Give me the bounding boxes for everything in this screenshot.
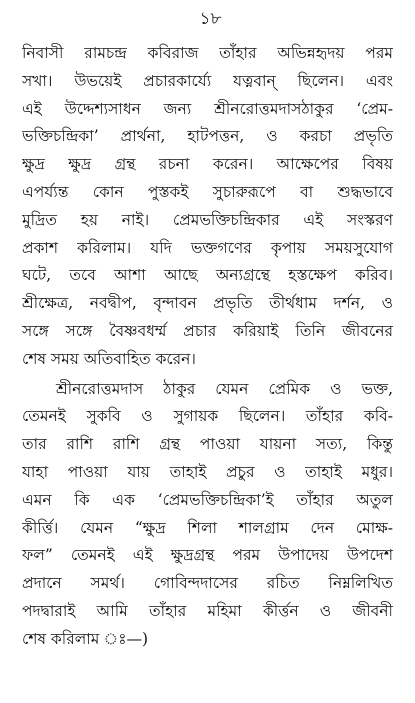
text-line: শেষ করিলাম ঃ—) — [22, 629, 149, 648]
text-line: পদদ্বারাই আমি তাঁহার মহিমা কীর্ত্তন ও জীবনী — [22, 601, 393, 620]
text-line: ঘটে, তবে আশা আছে অন্যগ্রন্থে হস্তক্ষেপ করিব। — [22, 266, 393, 285]
page-number: ১৮ — [199, 9, 222, 29]
text-line: ক্ষুদ্র ক্ষুদ্র গ্রন্থ রচনা করেন। আক্ষেপের বিষয় — [22, 155, 393, 174]
text-line: কীর্ত্তি। যেমন “ক্ষুদ্র শিলা শালগ্রাম দেন মোক্ষ- — [22, 518, 393, 537]
text-line: ভক্তিচন্দ্রিকা’ প্রার্থনা, হাটপত্তন, ও করচা প্রভৃতি — [22, 127, 393, 146]
text-line: এপর্য্যন্ত কোন পুস্তকই সুচারুরূপে বা শুদ্ধভাবে — [22, 182, 393, 201]
text-line: শ্রীক্ষেত্র, নবদ্বীপ, বৃন্দাবন প্রভৃতি তীর্থধাম দর্শন, ও — [22, 294, 393, 313]
text-line: শ্রীনরোত্তমদাস ঠাকুর যেমন প্রেমিক ও ভক্ত, — [56, 379, 393, 398]
text-line: যাহা পাওয়া যায় তাহাই প্রচুর ও তাহাই মধুর। — [22, 462, 393, 481]
text-line: নিবাসী রামচন্দ্র কবিরাজ তাঁহার অভিন্নহৃদয় পরম — [22, 44, 393, 62]
text-line: মুদ্রিত হয় নাই। প্রেমভক্তিচন্দ্রিকার এই সংস্করণ — [22, 210, 393, 229]
text-line: তার রাশি রাশি গ্রন্থ পাওয়া যায়না সত্য, কিন্তু — [22, 435, 393, 454]
text-line: এই উদ্দেশ্যসাধন জন্য শ্রীনরোত্তমদাসঠাকুর ‘প্রেম- — [22, 99, 393, 118]
paragraph-1 — [22, 40, 393, 374]
text-line: সখা। উভয়েই প্রচারকার্য্যে যত্নবান্ ছিলেন। এবং — [22, 71, 393, 90]
text-line: সঙ্গে সঙ্গে বৈষ্ণবধর্ম্ম প্রচার করিয়াই তিনি জীবনের — [22, 321, 393, 340]
text-line: প্রকাশ করিলাম। যদি ভক্তগণের কৃপায় সময়সুযোগ — [22, 238, 393, 257]
text-line: তেমনই সুকবি ও সুগায়ক ছিলেন। তাঁহার কবি- — [22, 407, 393, 426]
paragraph-2 — [22, 376, 393, 654]
text-line: প্রদানে সমর্থ। গোবিন্দদাসের রচিত নিম্নলিখিত — [22, 574, 393, 593]
text-line: শেষ সময় অতিবাহিত করেন। — [22, 349, 196, 368]
text-line: এমন কি এক ‘প্রেমভক্তিচন্দ্রিকা’ই তাঁহার অতুল — [22, 490, 393, 509]
text-line: ফল” তেমনই এই ক্ষুদ্রগ্রন্থ পরম উপাদেয় উপদেশ — [22, 546, 393, 565]
